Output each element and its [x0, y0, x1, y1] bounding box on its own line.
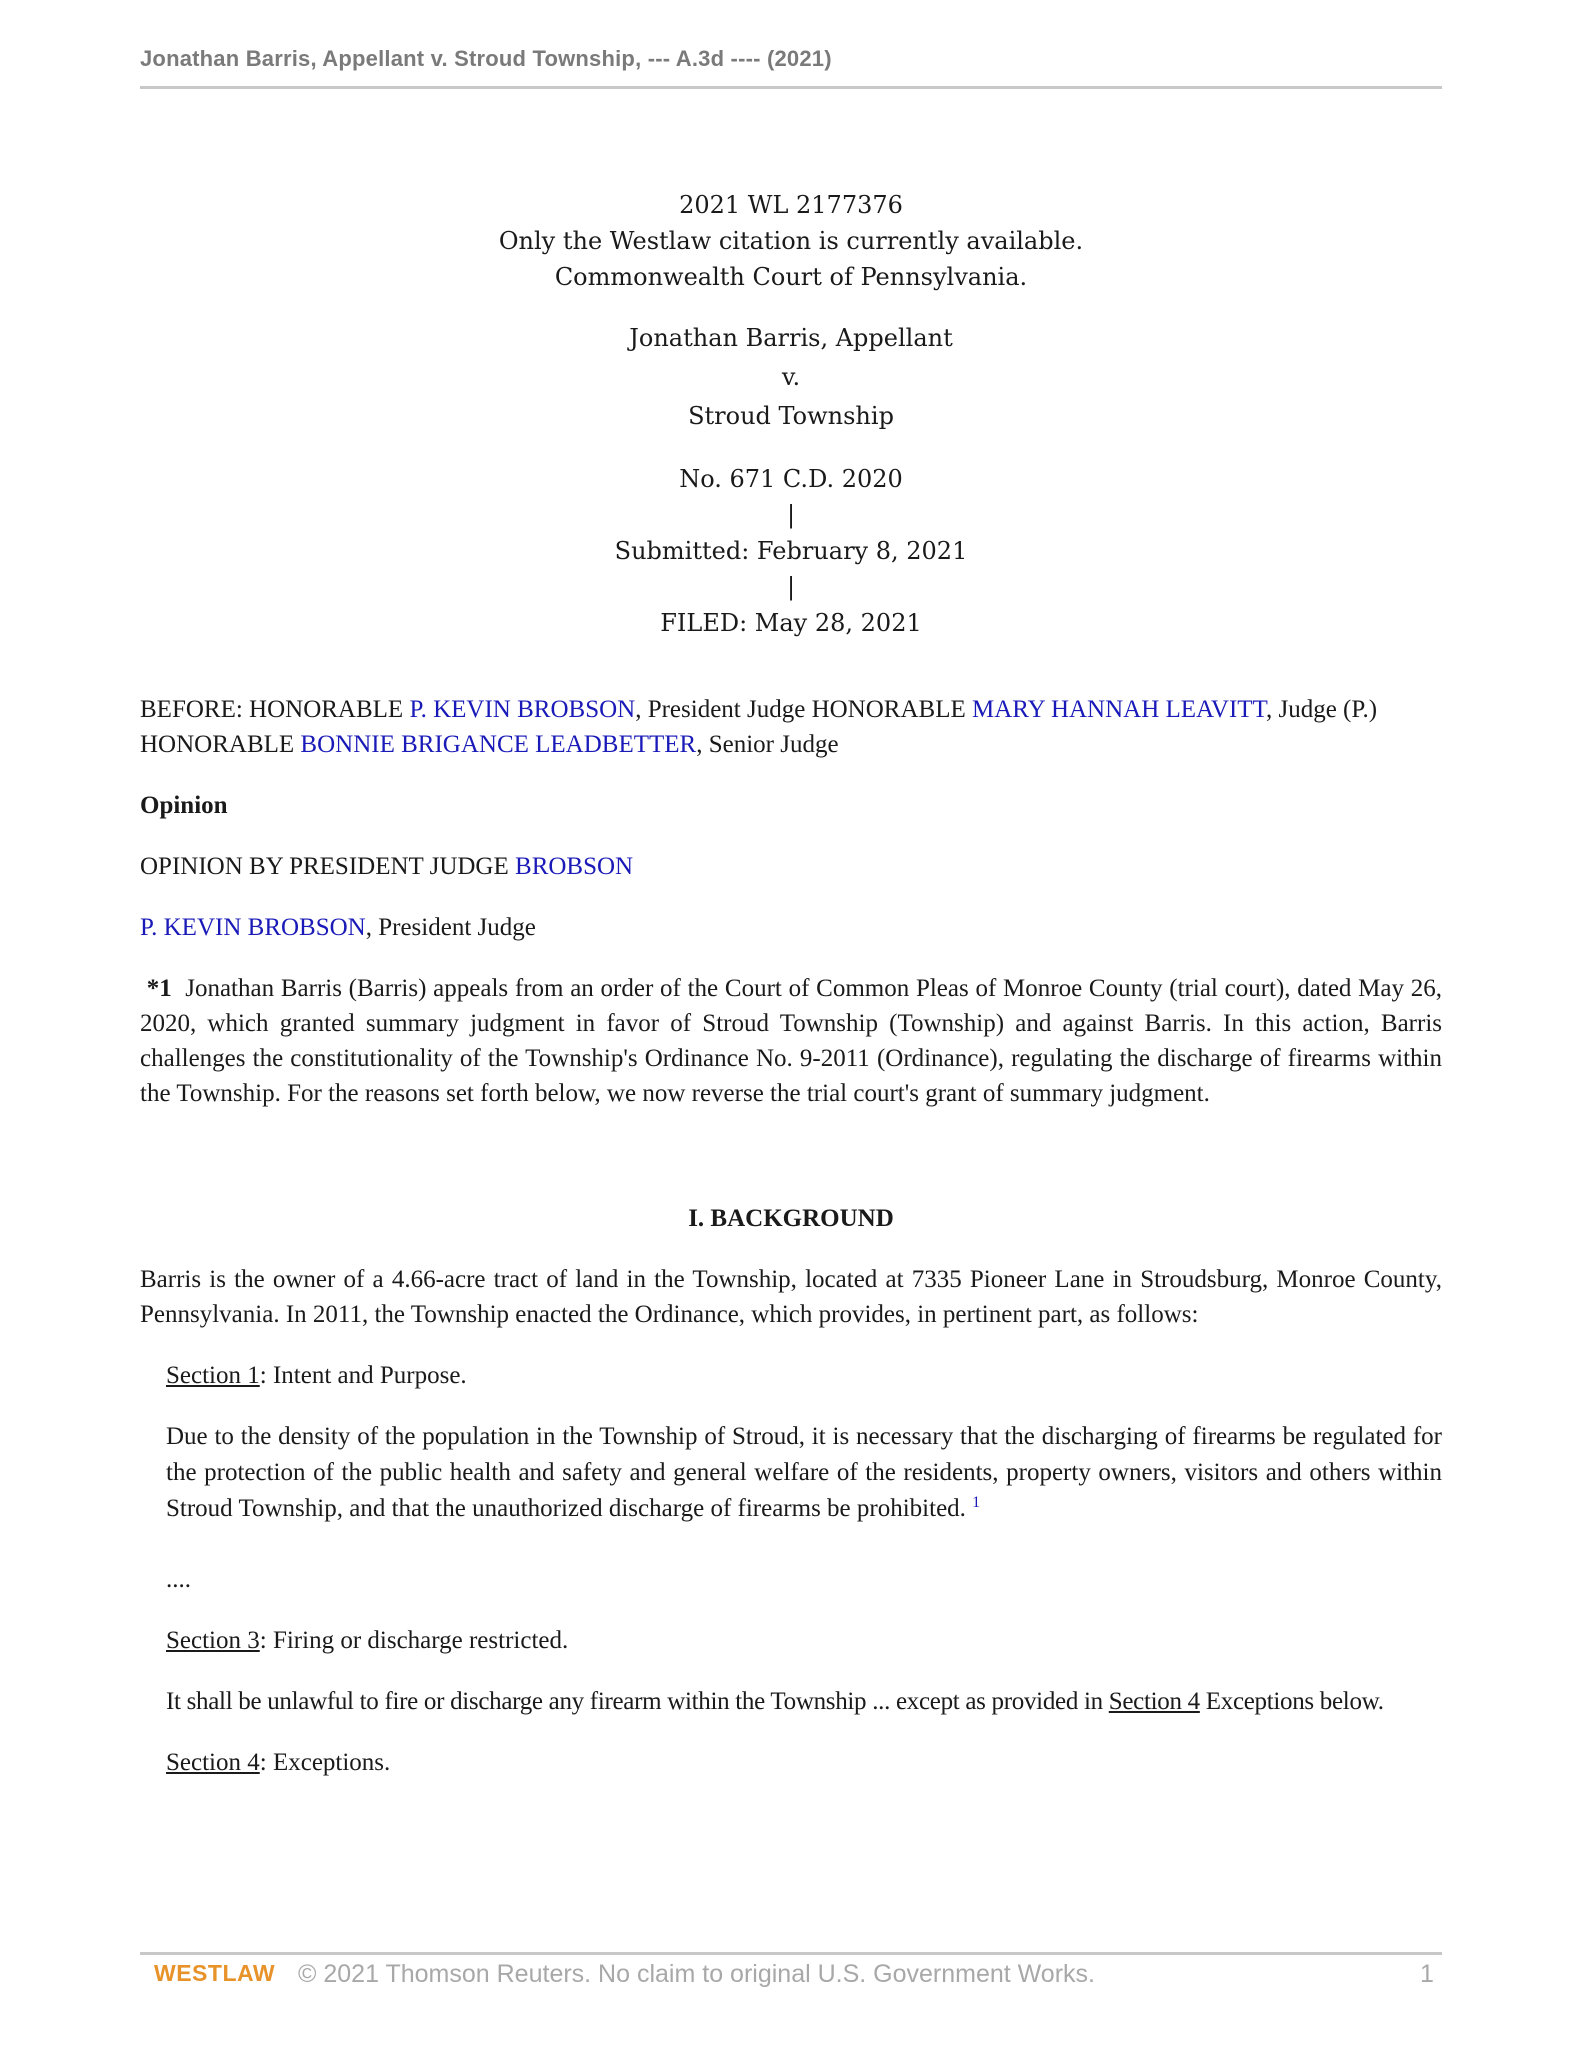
author-title: , President Judge [365, 914, 536, 941]
case-parties [140, 319, 1442, 436]
section1-body: Due to the density of the population in the Township of Stroud, it is necessary that the discharging of firearms be regulated for the protection of the public health and safety and general welfare of the residents, property owners, visitors and others within Stroud Township, and that the unauthorized discharge of firearms be prohibited. [166, 1423, 1442, 1522]
section-heading-background: I. BACKGROUND [688, 1205, 894, 1232]
westlaw-citation: 2021 WL 2177376 [679, 191, 903, 219]
intro-paragraph [140, 971, 1442, 1111]
appellee-name: Stroud Township [688, 402, 894, 430]
section1-link[interactable]: Section 1 [166, 1362, 260, 1389]
section3-heading [166, 1623, 1442, 1658]
footnote-1-link[interactable]: 1 [972, 1494, 981, 1511]
section4-title: : Exceptions. [259, 1749, 391, 1776]
submitted-date: Submitted: February 8, 2021 [614, 537, 968, 565]
section3-link[interactable]: Section 3 [166, 1627, 260, 1654]
appellant-name: Jonathan Barris, Appellant [629, 324, 953, 352]
section1-title: : Intent and Purpose. [259, 1362, 467, 1389]
judge3-title: , Senior Judge [696, 731, 839, 758]
section1-heading [166, 1358, 1442, 1393]
opinion-by-judge-link[interactable]: BROBSON [515, 853, 634, 880]
court-name: Commonwealth Court of Pennsylvania. [554, 263, 1028, 291]
page-number: 1 [1420, 1960, 1434, 1988]
header-divider [140, 86, 1442, 89]
judge-link-leadbetter[interactable]: BONNIE BRIGANCE LEADBETTER [300, 731, 697, 758]
footer-divider [140, 1952, 1442, 1955]
versus-text: v. [781, 363, 801, 391]
panel-before [140, 692, 1442, 762]
judge-link-brobson[interactable]: P. KEVIN BROBSON [409, 696, 636, 723]
before-line2-prefix: HONORABLE [140, 731, 301, 758]
section3-title: : Firing or discharge restricted. [259, 1627, 569, 1654]
case-caption-top [140, 187, 1442, 295]
section4-link[interactable]: Section 4 [166, 1749, 260, 1776]
copyright-notice: © 2021 Thomson Reuters. No claim to original U.S. Government Works. [298, 1960, 1095, 1988]
star-page: *1 [146, 975, 172, 1002]
section4-ref-link[interactable]: Section 4 [1108, 1688, 1200, 1715]
judge1-title: , President Judge HONORABLE [635, 696, 972, 723]
filed-date: FILED: May 28, 2021 [660, 609, 922, 637]
docket-number: No. 671 C.D. 2020 [679, 465, 903, 493]
section3-text-pre: It shall be unlawful to fire or discharge any firearm within the Township ... except as provided in [166, 1688, 1109, 1715]
separator: | [786, 573, 796, 601]
separator: | [786, 501, 796, 529]
document-header-title: Jonathan Barris, Appellant v. Stroud Township, --- A.3d ---- (2021) [140, 46, 832, 71]
before-prefix: BEFORE: HONORABLE [140, 696, 410, 723]
opinion-heading: Opinion [140, 792, 228, 819]
ellipsis: .... [166, 1566, 191, 1593]
section3-text-post: Exceptions below. [1199, 1688, 1384, 1715]
intro-text: Jonathan Barris (Barris) appeals from an order of the Court of Common Pleas of Monroe County (trial court), dated May 26, 2020, which granted summary judgment in favor of Stroud Township (Township) and against Barris. In this action, Barris challenges the constitutionality of the Township's Ordinance No. 9-2011 (Ordinance), regulating the discharge of firearms within the Township. For the reasons set forth below, we now reverse the trial court's grant of summary judgment. [140, 975, 1442, 1107]
section4-heading [166, 1745, 1442, 1780]
judge-link-leavitt[interactable]: MARY HANNAH LEAVITT [971, 696, 1266, 723]
case-dates [140, 461, 1442, 641]
westlaw-logo: WESTLAW [154, 1960, 276, 1986]
background-paragraph: Barris is the owner of a 4.66-acre tract of land in the Township, located at 7335 Pioneer Lane in Stroudsburg, Monroe County, Pennsylvania. In 2011, the Township enacted the Ordinance, which provides, in pertinent part, as follows: [140, 1266, 1442, 1328]
opinion-by [140, 849, 1442, 884]
section1-text [166, 1419, 1442, 1527]
judge2-title: , Judge (P.) [1265, 696, 1378, 723]
availability-note: Only the Westlaw citation is currently available. [498, 227, 1084, 255]
opinion-by-prefix: OPINION BY PRESIDENT JUDGE [140, 853, 516, 880]
section3-text [166, 1684, 1442, 1719]
author-link[interactable]: P. KEVIN BROBSON [140, 914, 366, 941]
opinion-author [140, 910, 1442, 945]
